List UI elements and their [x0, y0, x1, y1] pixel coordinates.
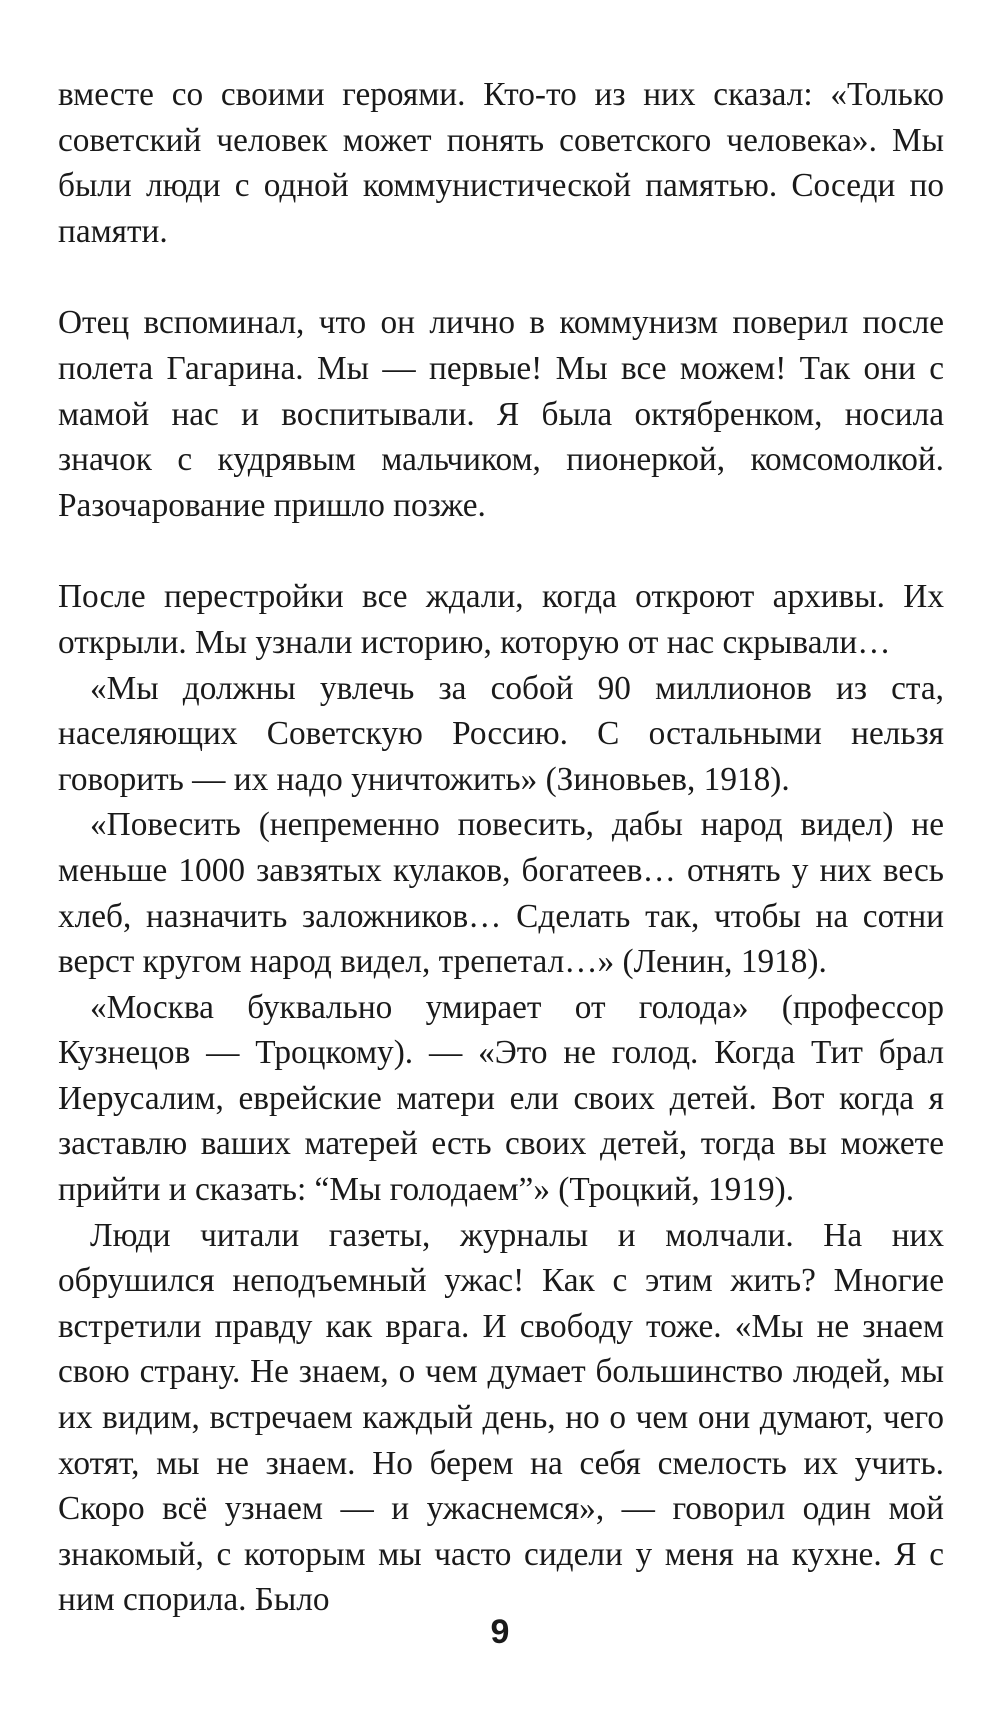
quote-lenin: «Повесить (непременно повесить, дабы народ видел) не меньше 1000 завзятых кулаков, богатеев… отнять у них весь хлеб, назначить заложников… Сделать так, чтобы на сотни верст кругом народ видел, трепетал…» (Ленин, 1918). — [58, 806, 944, 981]
quote-trotsky: «Москва буквально умирает от голода» (профессор Кузнецов — Троцкому). — «Это не голод. Когда Тит брал Иерусалим, еврейские матери ели своих детей. Вот когда я заставлю ваших матерей есть своих детей, тогда вы можете прийти и сказать: “Мы голодаем”» (Троцкий, 1919). — [58, 988, 944, 1209]
page-number: 9 — [490, 1613, 510, 1651]
paragraph-2: Отец вспоминал, что он лично в коммунизм поверил после полета Гагарина. Мы — первые! Мы все можем! Так они с мамой нас и воспитывали. Я была октябренком, носила значок с кудрявым мальчиком, пионеркой, комсомолкой. Разочарование пришло позже. — [58, 304, 944, 524]
paragraph-7: Люди читали газеты, журналы и молчали. На них обрушился неподъемный ужас! Как с этим жить? Многие встретили правду как врага. И свободу тоже. «Мы не знаем свою страну. Не знаем, о чем думает большинство людей, мы их видим, встречаем каждый день, но о чем они думают, чего хотят, мы не знаем. Но берем на себя смелость их учить. Скоро всё узнаем — и ужаснемся», — говорил один мой знакомый, с которым мы часто сидели у меня на кухне. Я с ним спорила. Было — [58, 1216, 944, 1619]
quote-zinoviev: «Мы должны увлечь за собой 90 миллионов из ста, населяющих Советскую Россию. С остальными нельзя говорить — их надо уничтожить» (Зиновьев, 1918). — [58, 669, 944, 798]
page-body — [58, 72, 944, 1623]
paragraph-1: вместе со своими героями. Кто-то из них сказал: «Только советский человек может понять советского человека». Мы были люди с одной коммунистической памятью. Соседи по памяти. — [58, 76, 944, 250]
paragraph-3: После перестройки все ждали, когда откроют архивы. Их открыли. Мы узнали историю, которую от нас скрывали… — [58, 578, 944, 661]
